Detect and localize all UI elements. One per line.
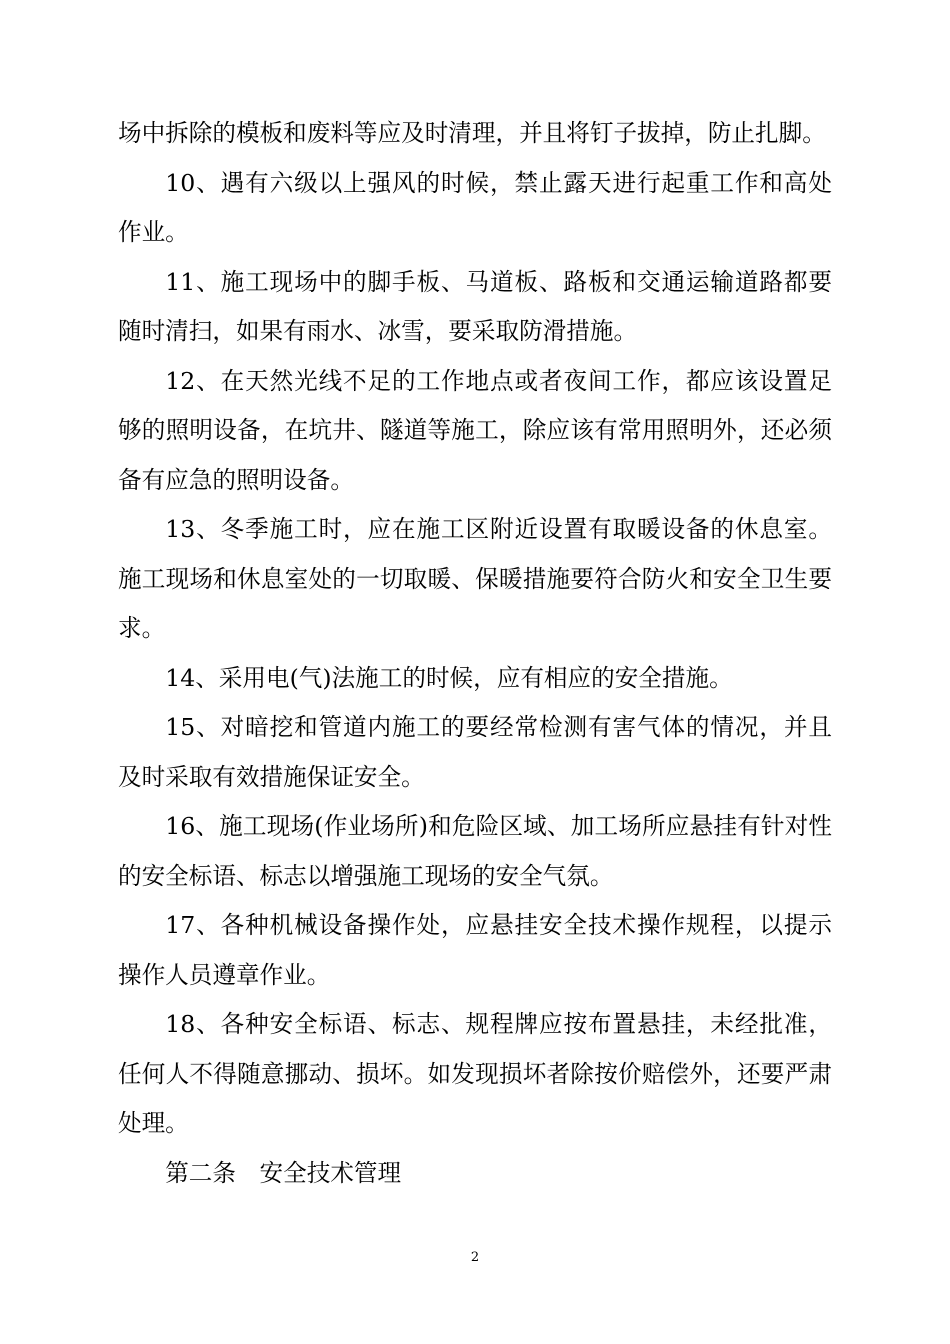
- paragraph-item-15: 15、对暗挖和管道内施工的要经常检测有害气体的情况，并且及时采取有效措施保证安全。: [118, 713, 832, 791]
- paragraph-item-18: 18、各种安全标语、标志、规程牌应按布置悬挂，未经批准，任何人不得随意挪动、损坏。如发现损坏者除按价赔偿外，还要严肃处理。: [118, 1010, 832, 1137]
- page-number: 2: [470, 1250, 480, 1265]
- paragraph-item-11: 11、施工现场中的脚手板、马道板、路板和交通运输道路都要随时清扫，如果有雨水、冰雪，要采取防滑措施。: [118, 267, 832, 345]
- paragraph-item-13: 13、冬季施工时，应在施工区附近设置有取暖设备的休息室。施工现场和休息室处的一切取暖、保暖措施要符合防火和安全卫生要求。: [118, 515, 832, 642]
- paragraph-item-14: 14、采用电(气)法施工的时候，应有相应的安全措施。: [165, 663, 733, 692]
- paragraph-item-12: 12、在天然光线不足的工作地点或者夜间工作，都应该设置足够的照明设备，在坑井、隧道等施工，除应该有常用照明外，还必须备有应急的照明设备。: [118, 366, 832, 494]
- section-heading: 第二条 安全技术管理: [165, 1158, 402, 1187]
- paragraph-item-17: 17、各种机械设备操作处，应悬挂安全技术操作规程，以提示操作人员遵章作业。: [118, 911, 832, 989]
- document-body: [118, 109, 832, 1198]
- paragraph-item-10: 10、遇有六级以上强风的时候，禁止露天进行起重工作和高处作业。: [118, 168, 832, 246]
- paragraph-continued: 场中拆除的模板和废料等应及时清理，并且将钉子拔掉，防止扎脚。: [118, 119, 826, 147]
- paragraph-item-16: 16、施工现场(作业场所)和危险区域、加工场所应悬挂有针对性的安全标语、标志以增强施工现场的安全气氛。: [118, 812, 832, 890]
